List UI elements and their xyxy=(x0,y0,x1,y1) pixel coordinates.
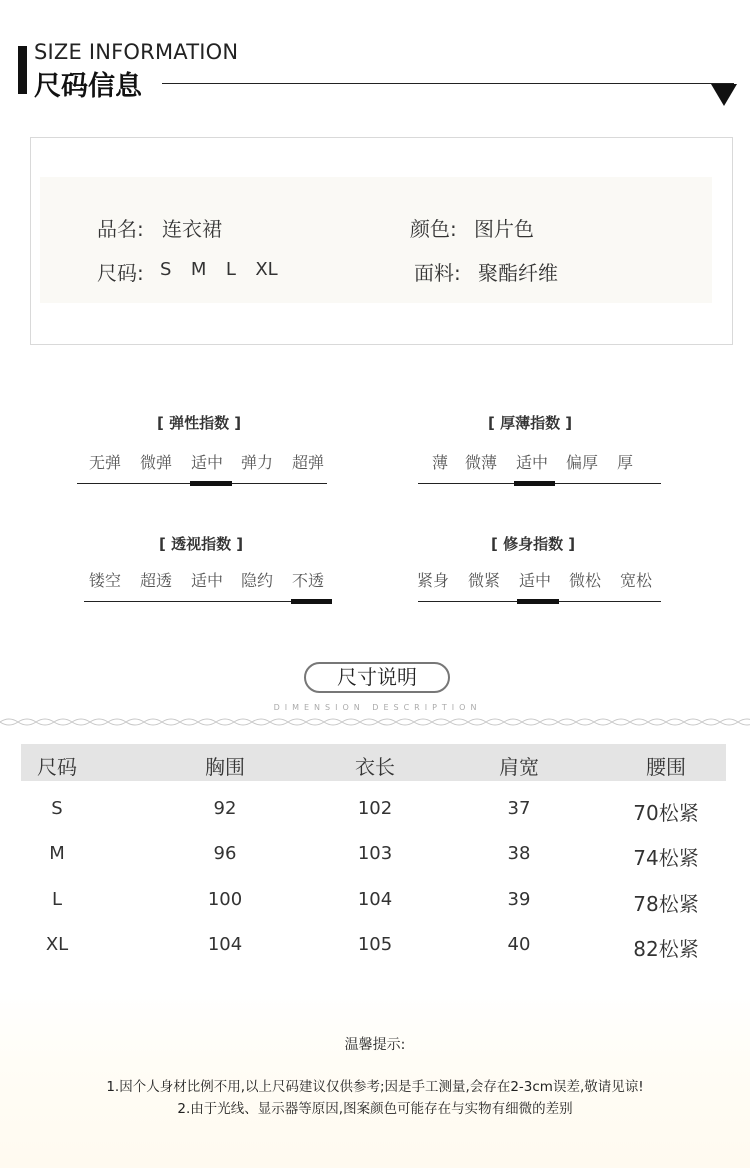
index-option-selected: 适中 xyxy=(191,453,224,472)
dimension-title: 尺寸说明 xyxy=(304,662,450,693)
table-header-length: 衣长 xyxy=(355,755,395,779)
table-cell: 92 xyxy=(213,798,237,819)
index-option: 紧身 xyxy=(417,571,450,590)
table-cell: S xyxy=(51,798,63,819)
table-header-size: 尺码 xyxy=(37,755,77,779)
index-option: 微薄 xyxy=(465,453,498,472)
index-option: 适中 xyxy=(191,571,224,590)
header-divider xyxy=(162,83,734,84)
index-option: 薄 xyxy=(432,453,449,472)
index-option: 厚 xyxy=(617,453,634,472)
table-cell: L xyxy=(51,889,63,910)
index-option-selected: 适中 xyxy=(519,571,552,590)
index-option: 无弹 xyxy=(89,453,122,472)
index-selected-marker xyxy=(517,599,559,604)
header-title-en: SIZE INFORMATION xyxy=(34,40,239,64)
table-cell: 96 xyxy=(213,843,237,864)
table-cell: 39 xyxy=(507,889,531,910)
index-option: 微弹 xyxy=(140,453,173,472)
table-cell: 40 xyxy=(507,934,531,955)
table-cell: XL xyxy=(45,934,69,955)
index-option: 微紧 xyxy=(468,571,501,590)
table-cell: 78松紧 xyxy=(633,892,699,916)
index-title: [ 透视指数 ] xyxy=(159,535,244,553)
table-cell: 103 xyxy=(357,843,393,864)
product-fabric-value: 聚酯纤维 xyxy=(478,261,558,285)
table-cell: 70松紧 xyxy=(633,801,699,825)
product-color-label: 颜色: xyxy=(410,217,457,241)
index-option: 镂空 xyxy=(89,571,122,590)
table-cell: 104 xyxy=(357,889,393,910)
table-cell: 105 xyxy=(357,934,393,955)
index-option: 宽松 xyxy=(620,571,653,590)
index-option: 偏厚 xyxy=(566,453,599,472)
index-option: 超透 xyxy=(140,571,173,590)
index-option: 微松 xyxy=(569,571,602,590)
table-cell: 100 xyxy=(207,889,243,910)
index-selected-marker xyxy=(514,481,555,486)
product-name-value: 连衣裙 xyxy=(162,217,222,241)
index-selected-marker xyxy=(190,481,232,486)
table-cell: 74松紧 xyxy=(633,846,699,870)
table-cell: 102 xyxy=(357,798,393,819)
index-option: 弹力 xyxy=(241,453,274,472)
index-option-selected: 不透 xyxy=(292,571,325,590)
product-size-value: S M L XL xyxy=(160,259,278,280)
table-cell: 82松紧 xyxy=(633,937,699,961)
product-name-label: 品名: xyxy=(97,217,144,241)
wave-divider xyxy=(0,713,750,733)
product-color-value: 图片色 xyxy=(474,217,534,241)
table-cell: 38 xyxy=(507,843,531,864)
product-fabric-label: 面料: xyxy=(414,261,461,285)
tips-line-2: 2.由于光线、显示器等原因,图案颜色可能存在与实物有细微的差别 xyxy=(177,1101,573,1117)
table-cell: 37 xyxy=(507,798,531,819)
dimension-subtitle: DIMENSION DESCRIPTION xyxy=(273,703,482,712)
index-option-selected: 适中 xyxy=(516,453,549,472)
index-option: 隐约 xyxy=(241,571,274,590)
index-selected-marker xyxy=(291,599,332,604)
header-accent-bar xyxy=(18,46,27,94)
table-header-chest: 胸围 xyxy=(205,755,245,779)
table-header-waist: 腰围 xyxy=(646,755,686,779)
product-size-label: 尺码: xyxy=(97,261,144,285)
table-cell: 104 xyxy=(207,934,243,955)
index-option: 超弹 xyxy=(292,453,325,472)
index-title: [ 弹性指数 ] xyxy=(157,414,242,432)
index-title: [ 厚薄指数 ] xyxy=(488,414,573,432)
table-cell: M xyxy=(49,843,65,864)
index-title: [ 修身指数 ] xyxy=(491,535,576,553)
tips-line-1: 1.因个人身材比例不用,以上尺码建议仅供参考;因是手工测量,会存在2-3cm误差,敬请见谅! xyxy=(106,1079,644,1095)
table-header-shoulder: 肩宽 xyxy=(499,755,539,779)
triangle-down-icon xyxy=(711,84,737,106)
header-title-cn: 尺码信息 xyxy=(34,71,142,102)
tips-title: 温馨提示: xyxy=(344,1037,406,1053)
